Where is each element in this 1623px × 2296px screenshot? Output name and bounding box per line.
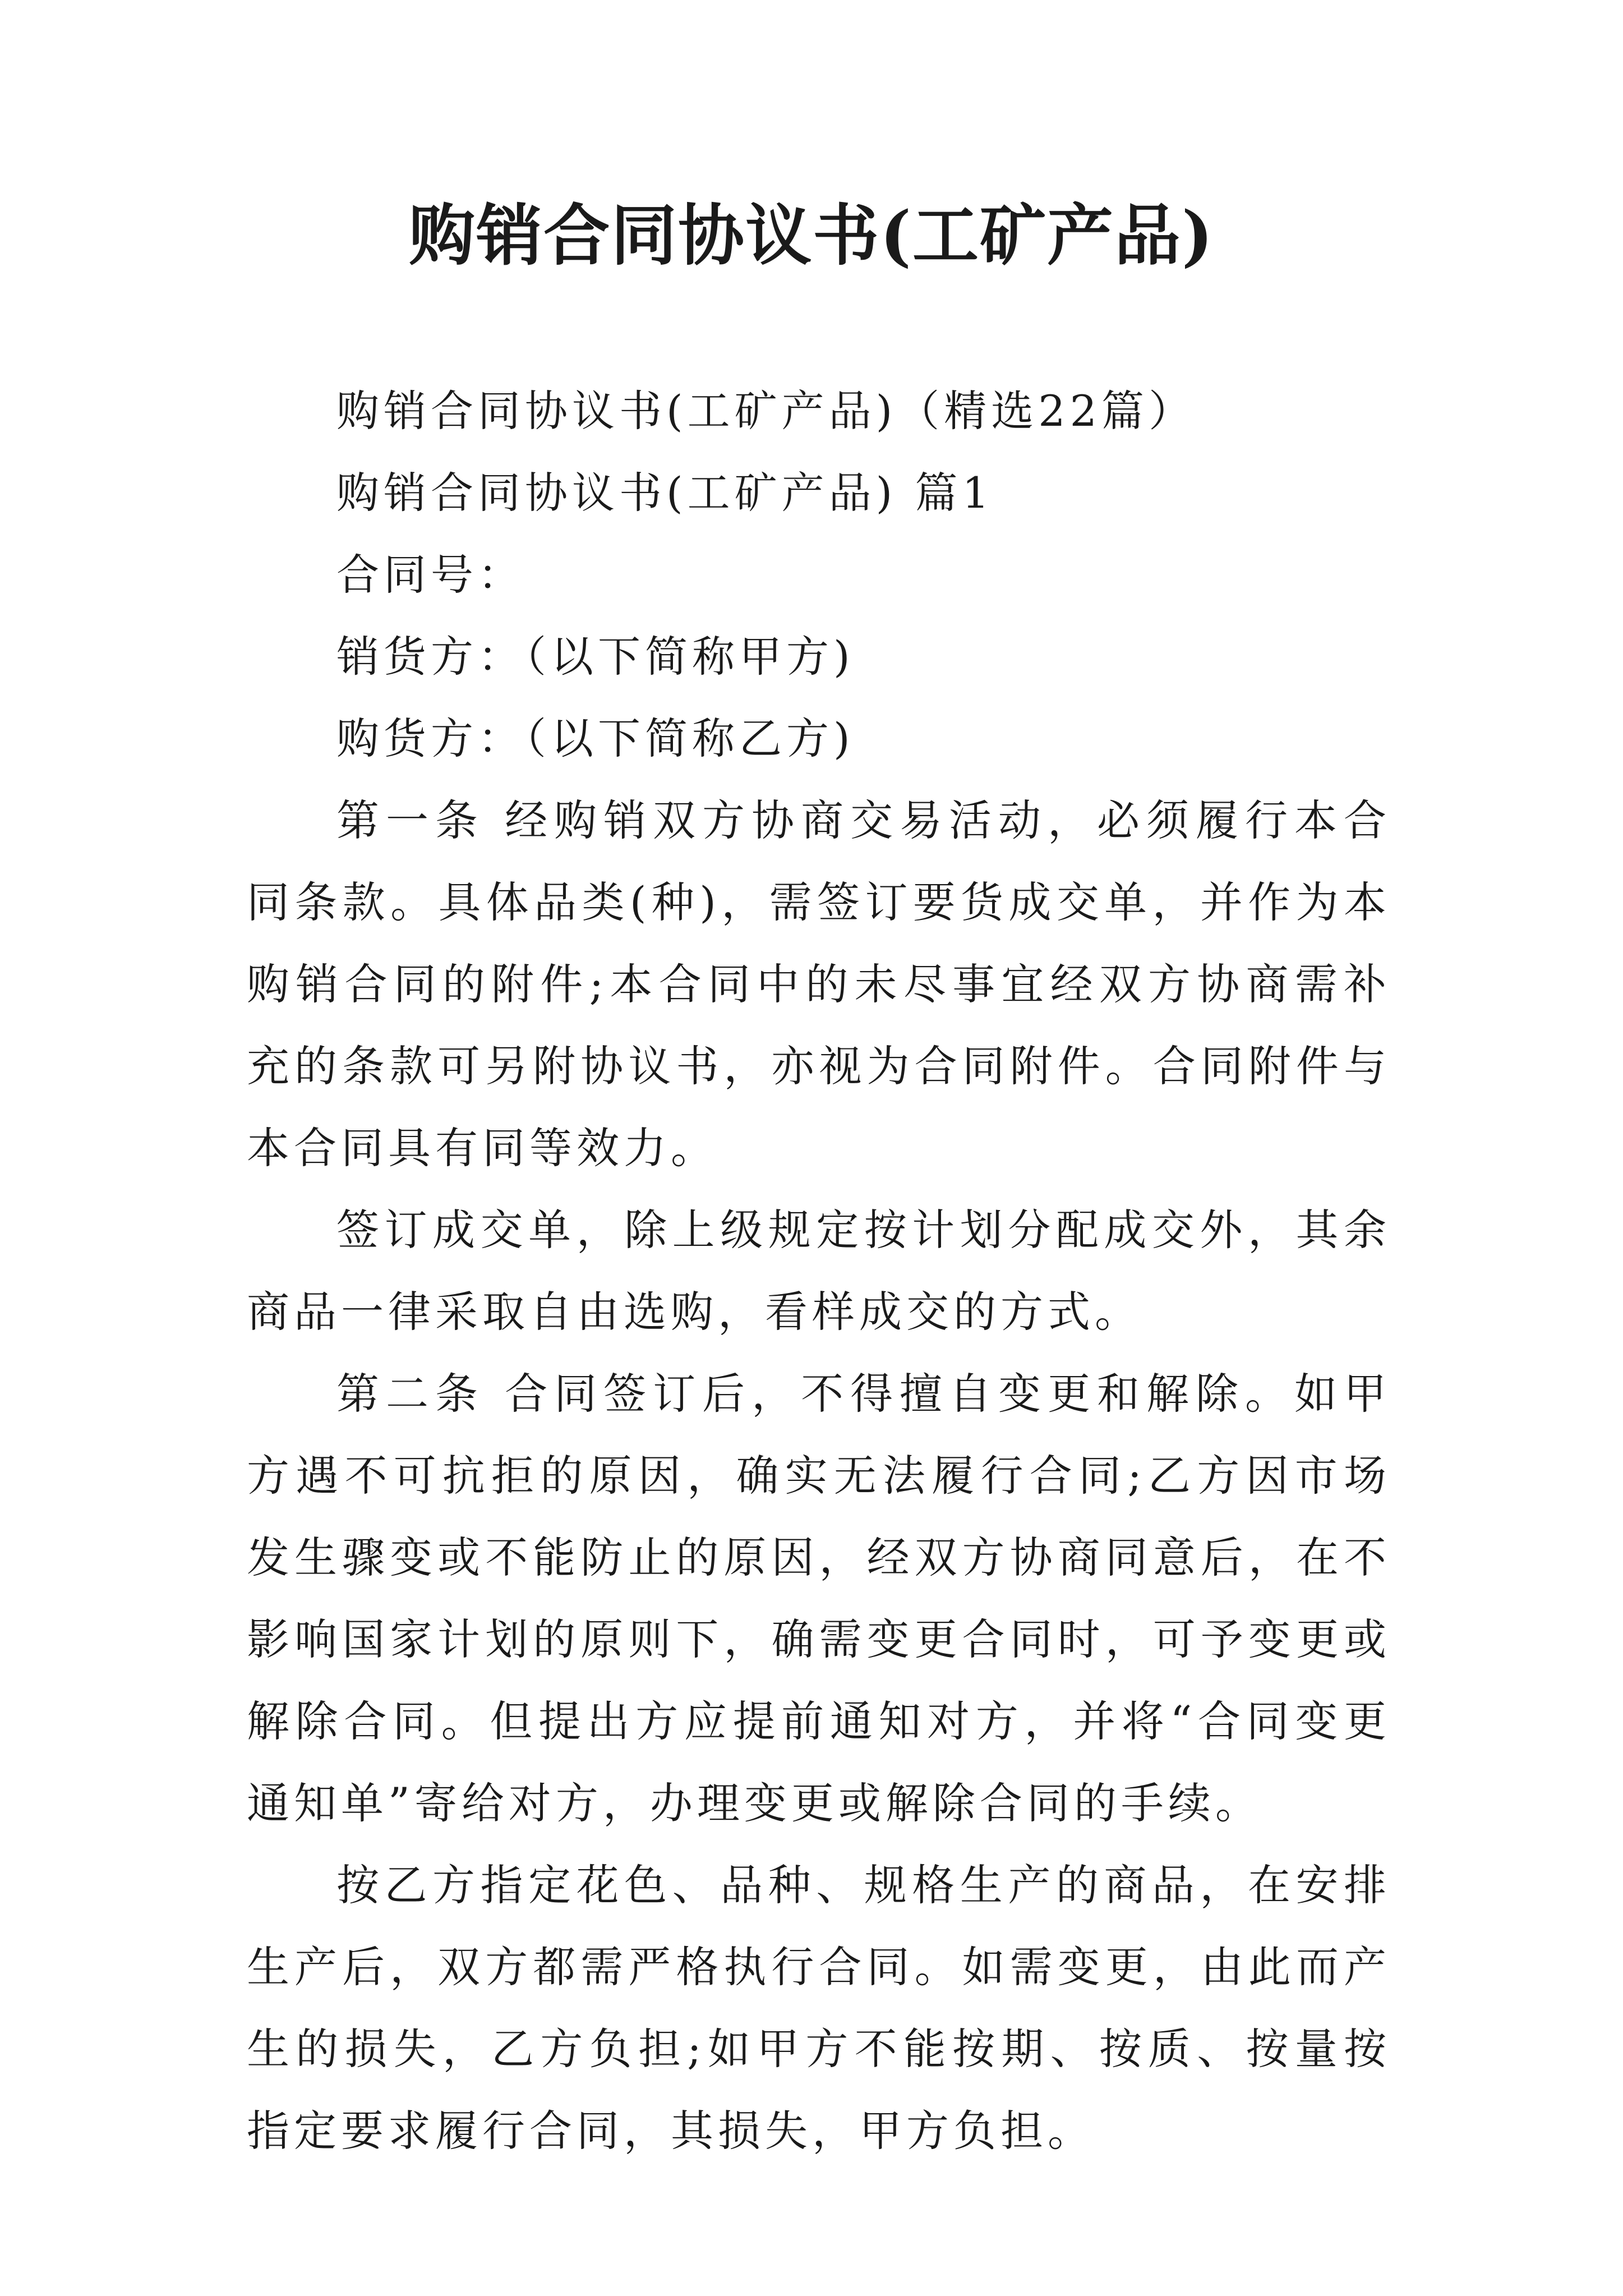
document-title: 购销合同协议书(工矿产品) (409, 196, 1214, 274)
section-heading: 购销合同协议书(工矿产品) 篇1 (336, 468, 994, 518)
specification-paragraph: 按乙方指定花色、品种、规格生产的商品，在安排生产后，双方都需严格执行合同。如需变更，由此而产生的损失，乙方负担;如甲方不能按期、按质、按量按指定要求履行合同，其损失，甲方负担。 (247, 1860, 1391, 2156)
document-body (247, 370, 1391, 2172)
subtitle-line: 购销合同协议书(工矿产品)（精选22篇） (336, 386, 1196, 436)
seller-line: 销货方：（以下简称甲方) (336, 632, 855, 682)
article-1-paragraph: 第一条 经购销双方协商交易活动，必须履行本合同条款。具体品类(种)，需签订要货成交单，并作为本购销合同的附件;本合同中的未尽事宜经双方协商需补充的条款可另附协议书，亦视为合同附件。合同附件与本合同具有同等效力。 (247, 795, 1391, 1173)
buyer-line: 购货方：（以下简称乙方) (336, 714, 855, 763)
article-2-paragraph: 第二条 合同签订后，不得擅自变更和解除。如甲方遇不可抗拒的原因，确实无法履行合同;乙方因市场发生骤变或不能防止的原因，经双方协商同意后，在不影响国家计划的原则下，确需变更合同时，可予变更或解除合同。但提出方应提前通知对方，并将“合同变更通知单”寄给对方，办理变更或解除合同的手续。 (247, 1369, 1391, 1828)
order-paragraph: 签订成交单，除上级规定按计划分配成交外，其余商品一律采取自由选购，看样成交的方式。 (247, 1205, 1391, 1337)
contract-number-line: 合同号： (336, 550, 525, 600)
